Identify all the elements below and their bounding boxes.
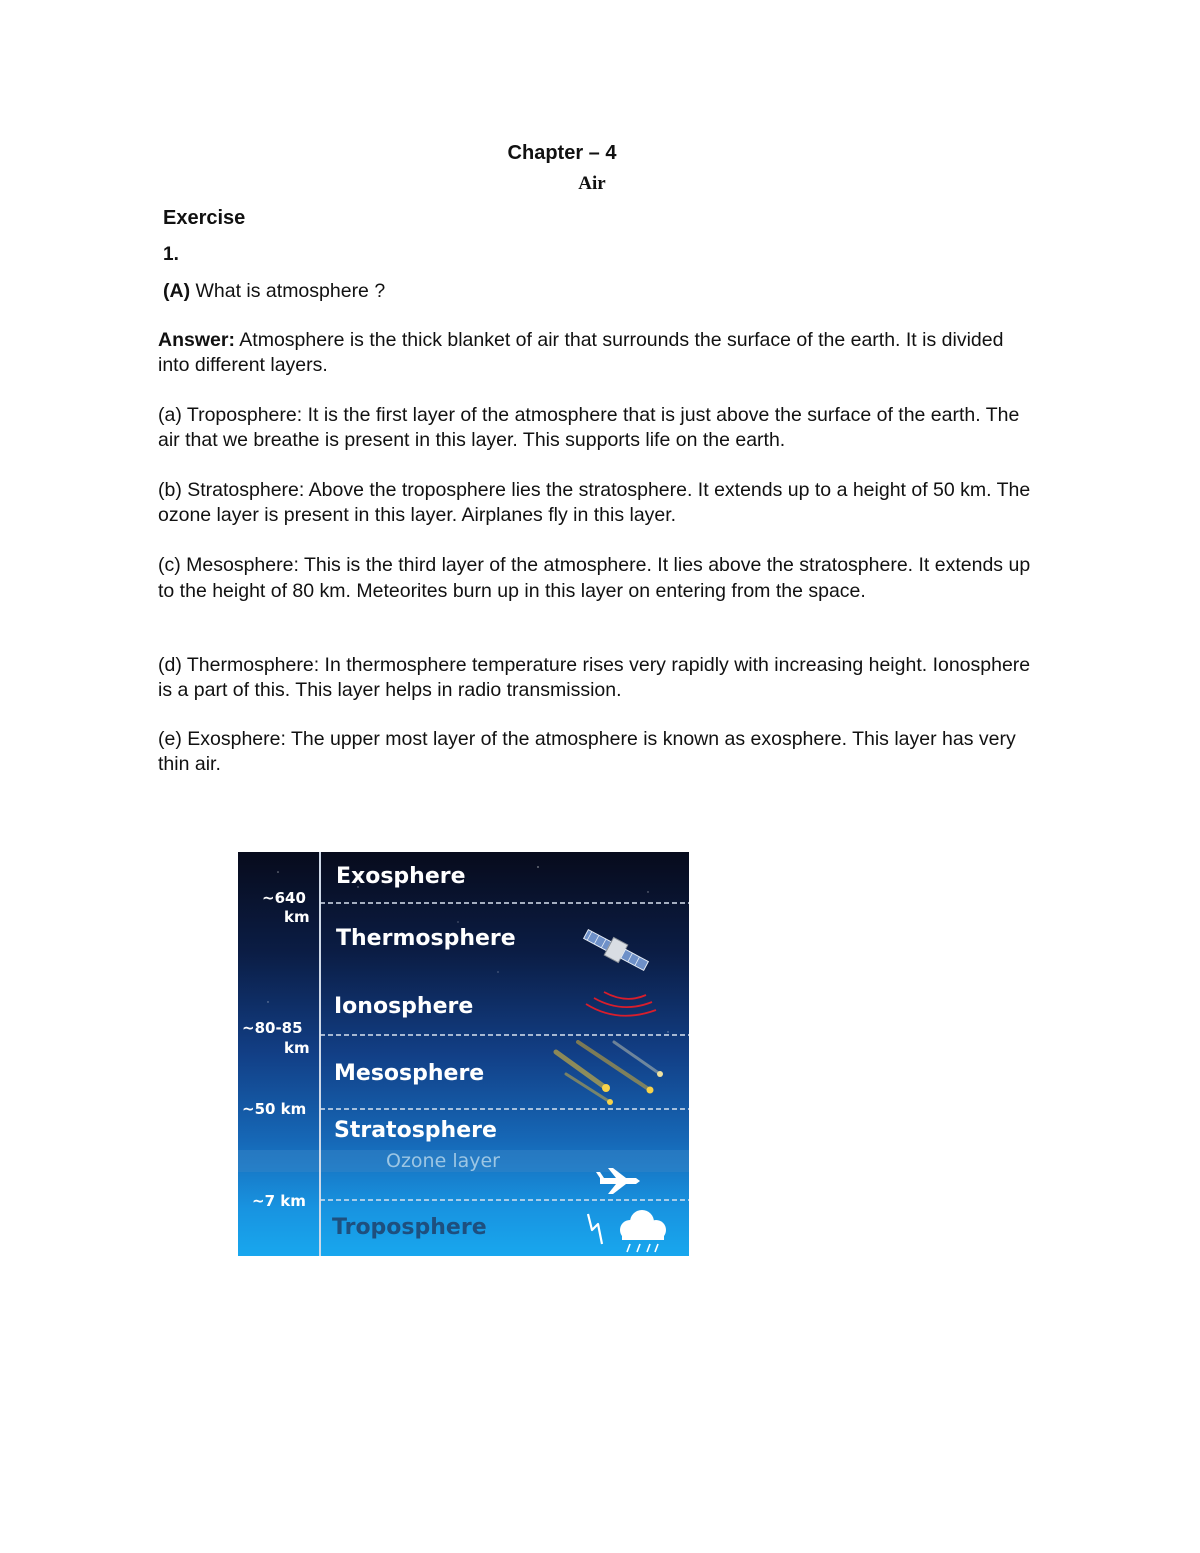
- exercise-heading: Exercise: [163, 207, 246, 229]
- question-text: What is atmosphere ?: [190, 280, 386, 302]
- answer-label: Answer:: [158, 329, 235, 351]
- altitude-80-label: ~80-85: [242, 1019, 303, 1037]
- atmosphere-layers-figure: [238, 852, 689, 1256]
- chapter-subtitle: Air: [578, 173, 606, 194]
- question: [163, 280, 385, 303]
- layer-mesosphere-label: Mesosphere: [334, 1061, 485, 1086]
- chapter-title: Chapter – 4: [507, 142, 617, 164]
- layer-thermosphere-label: Thermosphere: [336, 926, 516, 951]
- ozone-layer-label: Ozone layer: [386, 1150, 500, 1172]
- paragraph-thermosphere: (d) Thermosphere: In thermosphere temperature rises very rapidly with increasing height. Ionosphere is a part of this. This layer helps in radio transmission.: [158, 654, 1031, 701]
- paragraph-exosphere: (e) Exosphere: The upper most layer of the atmosphere is known as exosphere. This layer has very thin air.: [158, 728, 1016, 775]
- layer-stratosphere-label: Stratosphere: [334, 1118, 497, 1143]
- altitude-7-label: ~7 km: [252, 1192, 306, 1210]
- layer-exosphere-label: Exosphere: [336, 864, 466, 889]
- altitude-50-label: ~50 km: [242, 1100, 307, 1118]
- layer-troposphere-label: Troposphere: [332, 1215, 487, 1240]
- answer-paragraph: [158, 328, 1038, 378]
- question-number: 1.: [163, 244, 179, 265]
- layer-ionosphere-label: Ionosphere: [334, 994, 474, 1019]
- paragraph-troposphere: (a) Troposphere: It is the first layer of the atmosphere that is just above the surface of the earth. The air that we breathe is present in this layer. This supports life on the earth.: [158, 404, 1020, 451]
- altitude-640-label: ~640: [262, 889, 306, 907]
- question-label: (A): [163, 280, 191, 302]
- answer-text: Atmosphere is the thick blanket of air that surrounds the surface of the earth. It is divided into different layers.: [158, 329, 1004, 376]
- atmosphere-diagram: [238, 852, 689, 1256]
- altitude-640-unit: km: [284, 908, 310, 926]
- paragraph-mesosphere: (c) Mesosphere: This is the third layer of the atmosphere. It lies above the stratosphere. It extends up to the height of 80 km. Meteorites burn up in this layer on entering from the space.: [158, 554, 1031, 602]
- altitude-80-unit: km: [284, 1039, 310, 1057]
- paragraph-stratosphere: (b) Stratosphere: Above the troposphere lies the stratosphere. It extends up to a height of 50 km. The ozone layer is present in this layer. Airplanes fly in this layer.: [158, 479, 1031, 526]
